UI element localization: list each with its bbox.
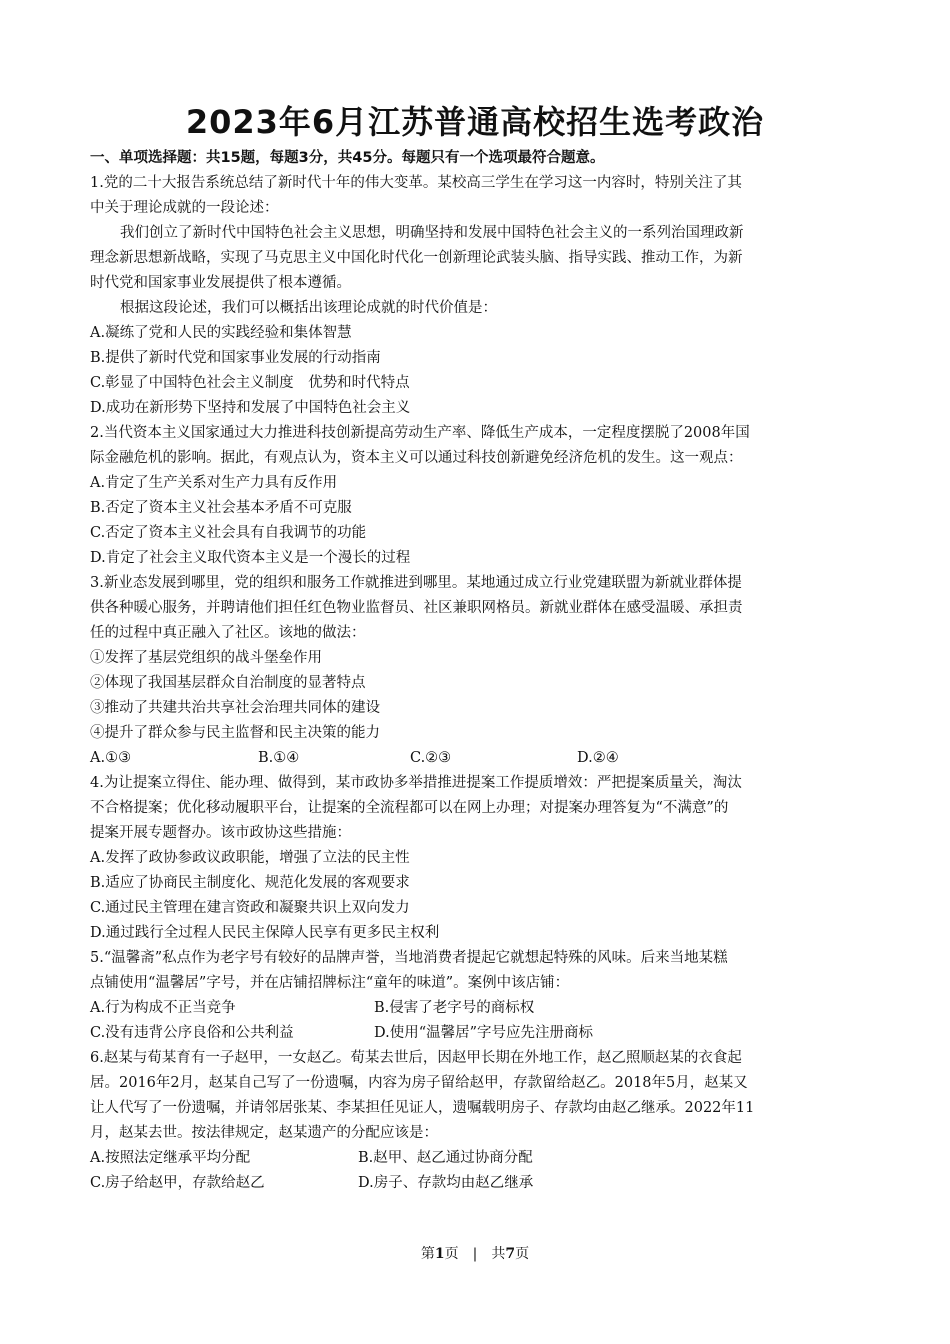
q4-option-b: B.适应了协商民主制度化、规范化发展的客观要求 bbox=[90, 875, 410, 891]
q1-option-a: A.凝练了党和人民的实践经验和集体智慧 bbox=[90, 325, 352, 341]
q1-quote-line-1: 我们创立了新时代中国特色社会主义思想，明确坚持和发展中国特色社会主义的一系列治国理政新 bbox=[120, 225, 744, 241]
q2-stem-line-2: 际金融危机的影响。据此，有观点认为，资本主义可以通过科技创新避免经济危机的发生。这一观点： bbox=[90, 450, 743, 466]
q1-prompt: 根据这段论述，我们可以概括出该理论成就的时代价值是： bbox=[120, 300, 497, 316]
q6-stem-line-4: 月，赵某去世。按法律规定，赵某遗产的分配应该是： bbox=[90, 1125, 438, 1141]
q1-quote-line-3: 时代党和国家事业发展提供了根本遵循。 bbox=[90, 275, 351, 291]
page-footer bbox=[0, 1244, 950, 1264]
q1-option-c: C.彰显了中国特色社会主义制度 优势和时代特点 bbox=[90, 375, 410, 391]
q3-item-4: ④提升了群众参与民主监督和民主决策的能力 bbox=[90, 725, 380, 741]
q5-option-b: B.侵害了老字号的商标权 bbox=[374, 1000, 535, 1016]
q4-option-c: C.通过民主管理在建言资政和凝聚共识上双向发力 bbox=[90, 900, 410, 916]
q2-option-a: A.肯定了生产关系对生产力具有反作用 bbox=[90, 475, 338, 491]
q1-option-b: B.提供了新时代党和国家事业发展的行动指南 bbox=[90, 350, 381, 366]
q5-option-d: D.使用“温馨居”字号应先注册商标 bbox=[374, 1025, 594, 1041]
section-header: 一、单项选择题：共15题，每题3分，共45分。每题只有一个选项最符合题意。 bbox=[90, 150, 605, 166]
q1-stem-line-1: 1.党的二十大报告系统总结了新时代十年的伟大变革。某校高三学生在学习这一内容时，特别关注了其 bbox=[90, 175, 742, 191]
q2-option-d: D.肯定了社会主义取代资本主义是一个漫长的过程 bbox=[90, 550, 411, 566]
q1-stem-line-2: 中关于理论成就的一段论述： bbox=[90, 200, 279, 216]
q3-item-3: ③推动了共建共治共享社会治理共同体的建设 bbox=[90, 700, 380, 716]
q6-option-c: C.房子给赵甲，存款给赵乙 bbox=[90, 1175, 265, 1191]
q2-stem-line-1: 2.当代资本主义国家通过大力推进科技创新提高劳动生产率、降低生产成本，一定程度摆脱了2008年国 bbox=[90, 425, 750, 441]
q5-option-c: C.没有违背公序良俗和公共利益 bbox=[90, 1025, 294, 1041]
q4-stem-line-3: 提案开展专题督办。该市政协这些措施： bbox=[90, 825, 351, 841]
q5-stem-line-1: 5.“温馨斋”私点作为老字号有较好的品牌声誉，当地消费者提起它就想起特殊的风味。后来当地某糕 bbox=[90, 950, 728, 966]
q3-option-d: D.②④ bbox=[577, 750, 619, 766]
q4-stem-line-2: 不合格提案；优化移动履职平台，让提案的全流程都可以在网上办理；对提案办理答复为“不满意”的 bbox=[90, 800, 729, 816]
q3-option-c: C.②③ bbox=[410, 750, 452, 766]
q6-option-a: A.按照法定继承平均分配 bbox=[90, 1150, 251, 1166]
q6-stem-line-1: 6.赵某与荀某育有一子赵甲，一女赵乙。荀某去世后，因赵甲长期在外地工作，赵乙照顺赵某的衣食起 bbox=[90, 1050, 742, 1066]
q4-option-d: D.通过践行全过程人民民主保障人民享有更多民主权利 bbox=[90, 925, 440, 941]
q3-stem-line-2: 供各种暖心服务，并聘请他们担任红色物业监督员、社区兼职网格员。新就业群体在感受温暖、承担责 bbox=[90, 600, 743, 616]
q3-item-2: ②体现了我国基层群众自治制度的显著特点 bbox=[90, 675, 366, 691]
q3-option-b: B.①④ bbox=[258, 750, 300, 766]
q5-stem-line-2: 点铺使用“温馨居”字号，并在店铺招牌标注“童年的味道”。案例中该店铺： bbox=[90, 975, 570, 991]
q2-option-c: C.否定了资本主义社会具有自我调节的功能 bbox=[90, 525, 367, 541]
page-total: 7 bbox=[505, 1246, 516, 1262]
q3-stem-line-3: 任的过程中真正融入了社区。该地的做法： bbox=[90, 625, 366, 641]
footer-label-post: 页 bbox=[515, 1246, 530, 1262]
q6-stem-line-2: 居。2016年2月，赵某自己写了一份遗嘱，内容为房子留给赵甲，存款留给赵乙。2018年5月，赵某又 bbox=[90, 1075, 748, 1091]
q6-option-b: B.赵甲、赵乙通过协商分配 bbox=[358, 1150, 533, 1166]
q3-option-a: A.①③ bbox=[90, 750, 132, 766]
q4-stem-line-1: 4.为让提案立得住、能办理、做得到，某市政协多举措推进提案工作提质增效：严把提案质量关，淘汰 bbox=[90, 775, 742, 791]
page-number: 1 bbox=[434, 1246, 445, 1262]
footer-label-pre: 第 bbox=[420, 1246, 435, 1262]
q6-option-d: D.房子、存款均由赵乙继承 bbox=[358, 1175, 534, 1191]
q6-stem-line-3: 让人代写了一份遗嘱，并请邻居张某、李某担任见证人，遗嘱载明房子、存款均由赵乙继承。2022年11 bbox=[90, 1100, 755, 1116]
q1-quote-line-2: 理念新思想新战略，实现了马克思主义中国化时代化一创新理论武装头脑、指导实践、推动工作，为新 bbox=[90, 250, 743, 266]
q2-option-b: B.否定了资本主义社会基本矛盾不可克服 bbox=[90, 500, 352, 516]
q1-option-d: D.成功在新形势下坚持和发展了中国特色社会主义 bbox=[90, 400, 411, 416]
q3-stem-line-1: 3.新业态发展到哪里，党的组织和服务工作就推进到哪里。某地通过成立行业党建联盟为新就业群体提 bbox=[90, 575, 742, 591]
q3-item-1: ①发挥了基层党组织的战斗堡垒作用 bbox=[90, 650, 322, 666]
footer-label-mid: 页 | 共 bbox=[444, 1246, 506, 1262]
q5-option-a: A.行为构成不正当竞争 bbox=[90, 1000, 236, 1016]
q4-option-a: A.发挥了政协参政议政职能，增强了立法的民主性 bbox=[90, 850, 410, 866]
page-title: 2023年6月江苏普通高校招生选考政治 bbox=[185, 103, 765, 141]
